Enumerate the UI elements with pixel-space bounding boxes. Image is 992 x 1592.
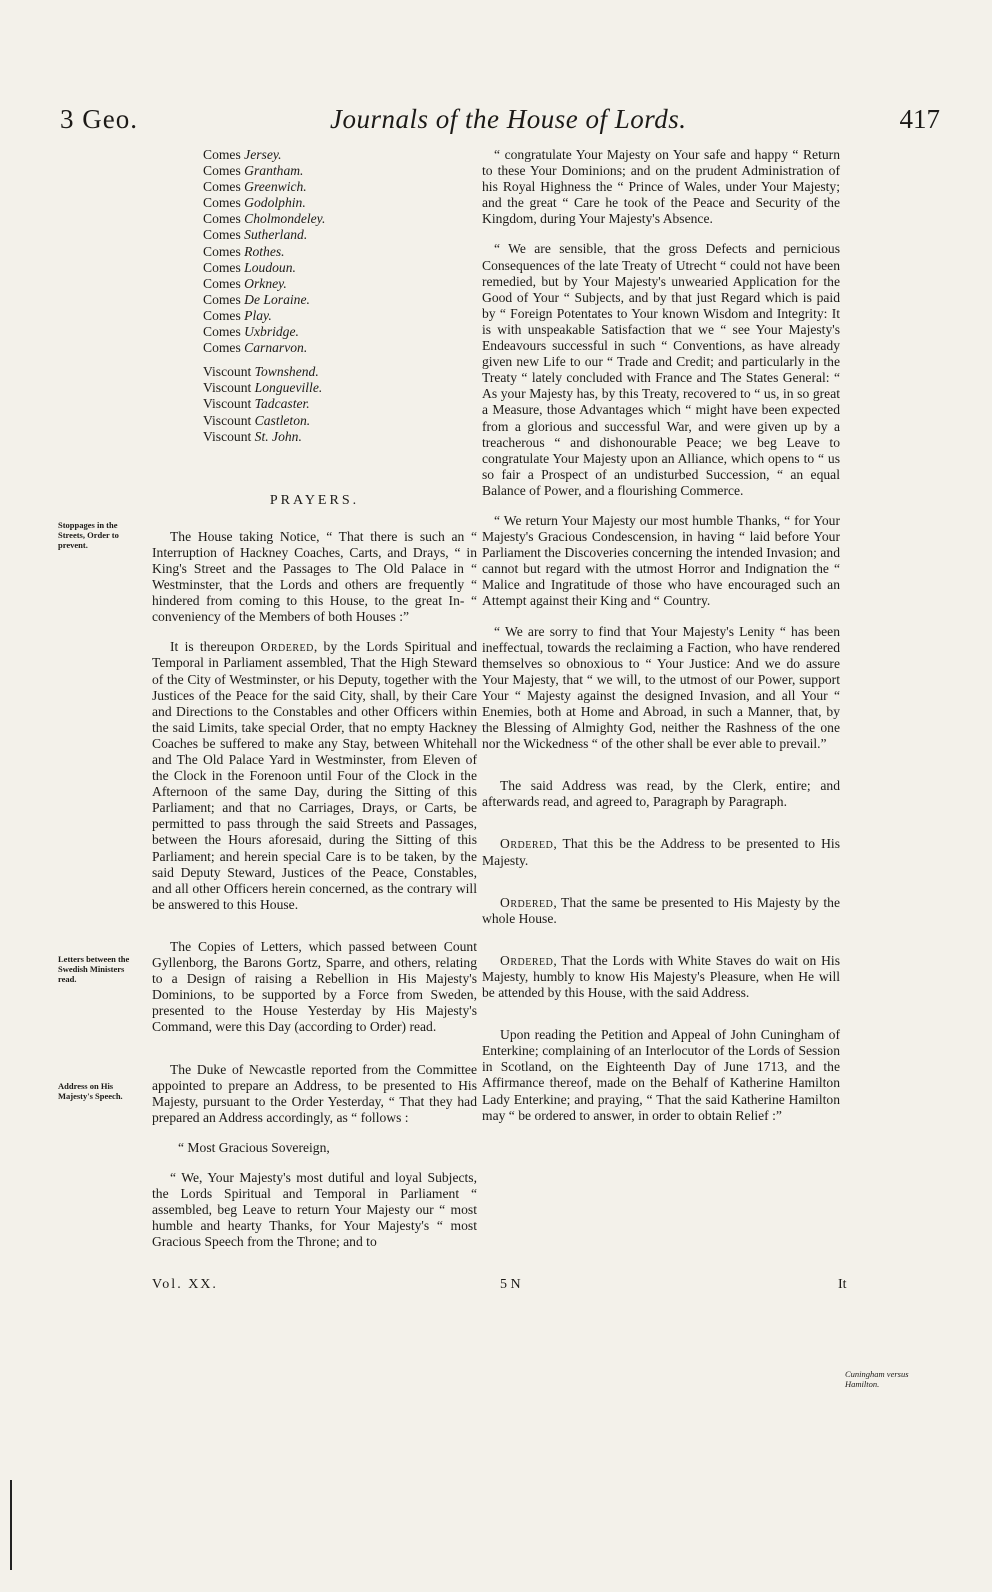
- reign-label: 3 Geo.: [60, 104, 138, 134]
- peer-title: Viscount: [203, 396, 255, 412]
- margin-note-letters: Letters between the Swedish Ministers read.: [58, 954, 130, 984]
- prayers-heading: PRAYERS.: [269, 492, 360, 508]
- peer-name: Tadcaster.: [254, 396, 310, 412]
- ordered-word: Ordered: [260, 639, 314, 655]
- paragraph-ordered-3: Ordered, That the Lords with White Staves do wait on His Majesty, humbly to know His Majesty's Pleasure, when He will be attended by this House, with the said Address.: [482, 952, 840, 1001]
- peer-name: Townshend.: [254, 364, 319, 380]
- peer-entry: [203, 195, 477, 211]
- paragraph-utrecht: “ We are sensible, that the gross Defects and pernicious Consequences of the late Treaty of Utrecht “ could not have been remedied, but by Your Majesty's unwearied Application for the Good of Your “ Subjects, and by that just Regard which is paid by “ Foreign Potentates to Your known Wisdom and Integrity: It is with unspeakable Satisfaction that we “ see Your Majesty's Endeavours successful in such “ Conventions, as have already given new Life to our “ Trade and Credit; and particularly in the Treaty “ lately concluded with France and The States General: “ As your Majesty has, by this Treaty, recovered to “ us, in so great a Measure, those Advantages which “ might have been expected from a glorious and successful War, and were given up by a treacherous “ and dishonourable Peace; we beg Leave to congratulate Your Majesty upon an Alliance, which opens to “ us so fair a Prospect of an undisturbed Succession, “ an equal Balance of Power, and a flourishing Commerce.: [482, 241, 840, 498]
- peer-title: Viscount: [203, 380, 255, 396]
- peer-entry: [203, 292, 477, 308]
- peer-entry: [203, 364, 477, 380]
- peer-entry: [203, 380, 477, 396]
- peer-name: Rothes.: [244, 243, 285, 259]
- paragraph-lenity: “ We are sorry to find that Your Majesty's Lenity “ has been ineffectual, towards the reclaiming a Faction, who have rendered themselves so obnoxious to “ Your Justice: And we do assure Your Majesty, that “ we will, to the utmost of our Power, support Your “ Majesty against the designed Invasion, and all Your “ Enemies, both at Home and Abroad, in such a Manner, that, by the Blessing of Almighty God, neither the Rashness of the one nor the Wickedness “ of the other shall be ever able to prevail.”: [482, 623, 840, 752]
- viscount-list: [203, 364, 477, 444]
- peer-title: Viscount: [203, 428, 255, 444]
- margin-note-stoppages: Stoppages in the Streets, Order to prevent.: [58, 520, 119, 550]
- peer-title: Comes: [203, 340, 245, 356]
- salutation: “ Most Gracious Sovereign,: [178, 1139, 330, 1155]
- paragraph-stoppages-order: It is thereupon Ordered, by the Lords Spiritual and Temporal in Parliament assembled, That the High Steward of the City of Westminster, or his Deputy, together with the Justices of the Peace for the said City, shall, by their Care and Directions to the Constables and other Officers within the said Limits, take special Order, that no empty Hackney Coaches be suffered to make any Stay, between Whitehall and The Old Palace Yard in Westminster, from Eleven of the Clock in the Forenoon until Four of the Clock in the Afternoon of the same Day, during the Sitting of this Parliament; and that no Carriages, Drays, or Carts, be permitted to pass through the said Streets and Passages, between the Hours aforesaid, during the Sitting of this Parliament; and herein special Care is to be taken, by the said Deputy Steward, Justices of the Peace, Constables, and all other Officers herein concerned, as the contrary will be answered to this House.: [152, 639, 477, 912]
- peer-title: Comes: [203, 243, 245, 259]
- catchword: It: [838, 1277, 847, 1292]
- peer-entry: [203, 324, 477, 340]
- peer-title: Comes: [203, 275, 245, 291]
- peer-name: Carnarvon.: [244, 340, 308, 356]
- page-number: 417: [899, 104, 940, 134]
- peer-entry: [203, 227, 477, 243]
- peer-title: Comes: [203, 147, 245, 162]
- peer-name: Cholmondeley.: [244, 211, 326, 227]
- paragraph-address-start: “ We, Your Majesty's most dutiful and loyal Subjects, the Lords Spiritual and Temporal in Parliament “ assembled, beg Leave to return Your Majesty our “ most humble and hearty Thanks, for Your Majesty's “ most Gracious Speech from the Throne; and to: [152, 1169, 477, 1250]
- journal-title: Journals of the House of Lords.: [330, 104, 687, 134]
- peer-title: Comes: [203, 163, 245, 179]
- peer-entry: [203, 179, 477, 195]
- peers-list: [203, 147, 477, 445]
- peer-name: Play.: [244, 307, 272, 323]
- comes-list: [203, 147, 477, 356]
- peer-title: Comes: [203, 227, 245, 243]
- peer-title: Comes: [203, 211, 245, 227]
- peer-name: Longueville.: [254, 380, 323, 396]
- paragraph-stoppages-notice: The House taking Notice, “ That there is such an “ Interruption of Hackney Coaches, Carts, and Drays, “ in King's Street and the Passages to The Old Palace in “ Westminster, that the Lords and others are frequently “ hindered from coming to this House, to the great In- “ conveniency of the Members of both Houses :”: [152, 528, 477, 625]
- peer-name: Orkney.: [244, 275, 287, 291]
- peer-entry: [203, 244, 477, 260]
- right-column: [482, 147, 840, 1124]
- peer-name: Godolphin.: [244, 195, 306, 211]
- peer-title: Comes: [203, 324, 245, 340]
- peer-entry: [203, 260, 477, 276]
- page-header: [60, 104, 940, 140]
- peer-name: Grantham.: [244, 163, 304, 179]
- peer-entry: [203, 211, 477, 227]
- left-column: [152, 147, 477, 1250]
- paragraph-invasion: “ We return Your Majesty our most humble Thanks, “ for Your Majesty's Gracious Condescension, in having “ laid before Your Parliament the Discoveries concerning the intended Invasion; and cannot but regard with the utmost Horror and Indignation the “ Malice and Ingratitude of those who have encouraged such an Attempt against their King and “ Country.: [482, 512, 840, 609]
- page-edge-mark: [10, 1480, 12, 1570]
- peer-title: Comes: [203, 179, 245, 195]
- peer-title: Viscount: [203, 412, 255, 428]
- peer-name: St. John.: [254, 428, 302, 444]
- peer-entry: [203, 396, 477, 412]
- peer-title: Comes: [203, 259, 245, 275]
- paragraph-address-report: The Duke of Newcastle reported from the Committee appointed to prepare an Address, to be presented to His Majesty, pursuant to the Order Yesterday, “ That they had prepared an Address accordingly, as “ follows :: [152, 1061, 477, 1125]
- paragraph-cuningham: Upon reading the Petition and Appeal of John Cuningham of Enterkine; complaining of an Interlocutor of the Lords of Session in Scotland, on the Eighteenth Day of June 1713, and the Affirmance thereof, made on the Behalf of Katherine Hamilton Lady Enterkine; and praying, “ That the said Katherine Hamilton may “ be ordered to answer, in order to obtain Relief :”: [482, 1027, 840, 1123]
- margin-note-cuningham: Cuningham versus Hamilton.: [845, 1369, 909, 1389]
- peer-title: Comes: [203, 307, 245, 323]
- peer-entry: [203, 147, 477, 163]
- peer-title: Comes: [203, 291, 245, 307]
- peer-name: Uxbridge.: [244, 324, 299, 340]
- peer-entry: [203, 340, 477, 356]
- peer-name: Sutherland.: [244, 227, 308, 243]
- peer-name: De Loraine.: [244, 291, 310, 307]
- peer-entry: [203, 429, 477, 445]
- peer-entry: [203, 163, 477, 179]
- signature-mark: 5 N: [500, 1277, 521, 1292]
- volume-label: Vol. XX.: [152, 1277, 218, 1292]
- paragraph-address-read: The said Address was read, by the Clerk, entire; and afterwards read, and agreed to, Paragraph by Paragraph.: [482, 778, 840, 810]
- margin-note-address: Address on His Majesty's Speech.: [58, 1081, 123, 1101]
- peer-title: Comes: [203, 195, 245, 211]
- peer-name: Greenwich.: [244, 179, 307, 195]
- paragraph-congratulate: “ congratulate Your Majesty on Your safe and happy “ Return to these Your Dominions; and on the prudent Administration of his Royal Highness the “ Prince of Wales, under Your Majesty; and the great “ Care he took of the Peace and Security of the Kingdom, during Your Majesty's Absence.: [482, 147, 840, 227]
- peer-title: Viscount: [203, 364, 255, 380]
- paragraph-letters: The Copies of Letters, which passed between Count Gyllenborg, the Barons Gortz, Sparre, and others, relating to a Design of raising a Rebellion in His Majesty's Dominions, to be supported by a Force from Sweden, presented to the House Yesterday by His Majesty's Command, were this Day (according to Order) read.: [152, 938, 477, 1035]
- peer-name: Loudoun.: [244, 259, 296, 275]
- peer-entry: [203, 308, 477, 324]
- peer-name: Jersey.: [244, 147, 282, 162]
- paragraph-ordered-1: Ordered, That this be the Address to be presented to His Majesty.: [482, 836, 840, 868]
- paragraph-ordered-2: Ordered, That the same be presented to His Majesty by the whole House.: [482, 894, 840, 926]
- peer-entry: [203, 413, 477, 429]
- peer-name: Castleton.: [254, 412, 311, 428]
- peer-entry: [203, 276, 477, 292]
